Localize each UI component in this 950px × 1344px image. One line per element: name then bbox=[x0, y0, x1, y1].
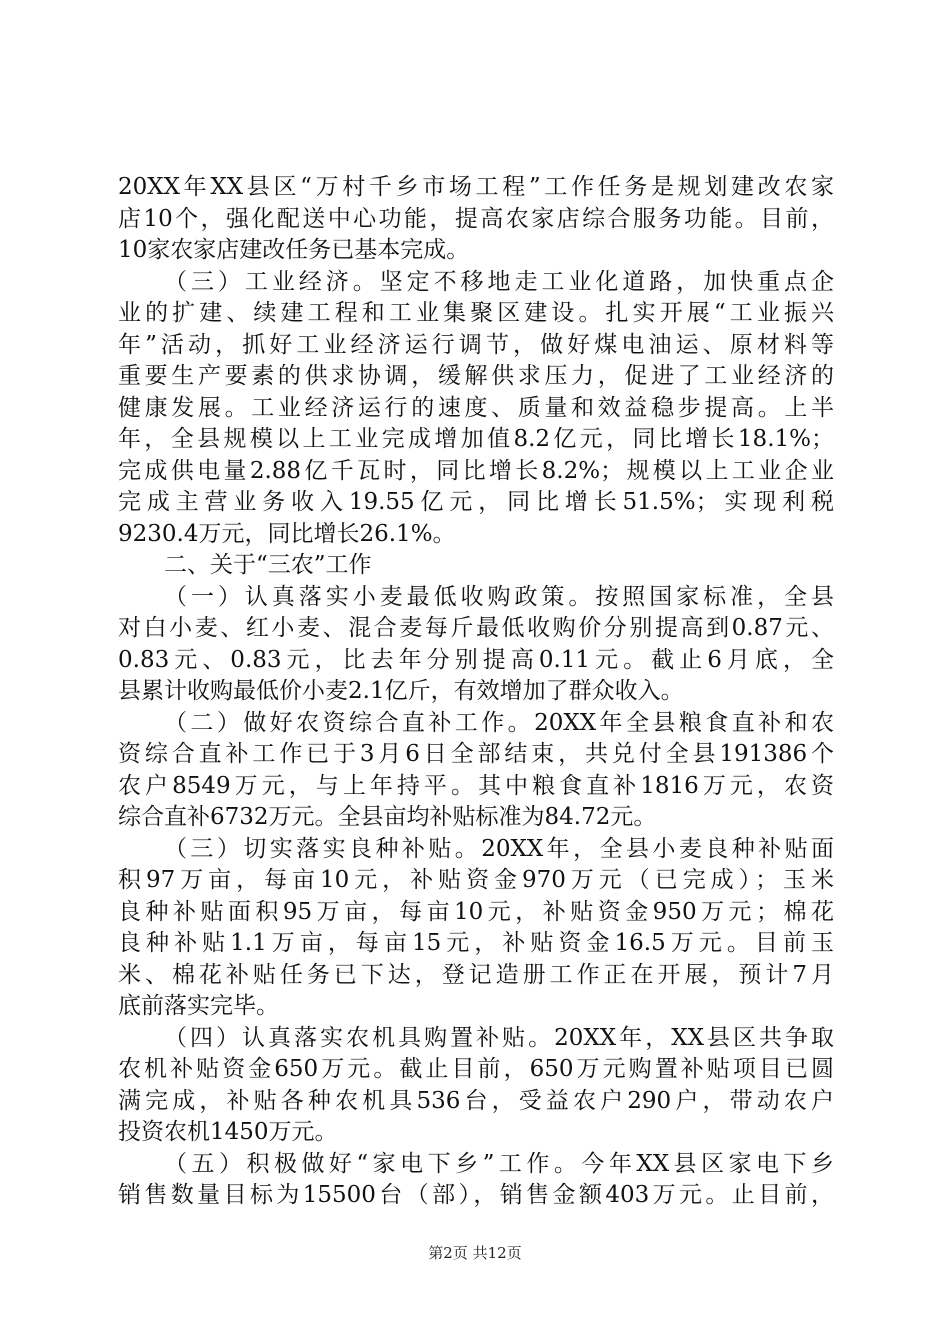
text-line: （五）积极做好“家电下乡”工作。今年XX县区家电下乡 bbox=[164, 1150, 834, 1177]
text-line: 健康发展。工业经济运行的速度、质量和效益稳步提高。上半 bbox=[118, 394, 834, 421]
text-line: 积97万亩，每亩10元，补贴资金970万元（已完成）；玉米 bbox=[118, 867, 834, 893]
text-line: （一）认真落实小麦最低收购政策。按照国家标准，全县 bbox=[164, 583, 834, 610]
text-line: 9230.4万元，同比增长26.1%。 bbox=[118, 520, 456, 547]
text-line: 10家农家店建改任务已基本完成。 bbox=[118, 237, 470, 263]
text-line: 销售数量目标为15500台（部），销售金额403万元。止目前， bbox=[118, 1182, 834, 1208]
text-line: 农户8549万元，与上年持平。其中粮食直补1816万元，农资 bbox=[118, 772, 834, 799]
text-line: 20XX年XX县区“万村千乡市场工程”工作任务是规划建改农家 bbox=[118, 174, 834, 200]
text-line: 底前落实完毕。 bbox=[118, 993, 279, 1019]
text-line: 二、关于“三农”工作 bbox=[164, 552, 372, 578]
text-line: 重要生产要素的供求协调，缓解供求压力，促进了工业经济的 bbox=[118, 363, 834, 389]
text-line: 满完成，补贴各种农机具536台，受益农户290户，带动农户 bbox=[118, 1087, 834, 1114]
text-line: 县累计收购最低价小麦2.1亿斤，有效增加了群众收入。 bbox=[118, 678, 684, 704]
text-line: 对白小麦、红小麦、混合麦每斤最低收购价分别提高到0.87元、 bbox=[118, 615, 834, 641]
text-line: 综合直补6732万元。全县亩均补贴标准为84.72元。 bbox=[118, 804, 657, 830]
text-line: 良种补贴面积95万亩，每亩10元，补贴资金950万元；棉花 bbox=[118, 898, 834, 925]
text-line: 年”活动，抓好工业经济运行调节，做好煤电油运、原材料等 bbox=[118, 331, 834, 358]
text-line: 资综合直补工作已于3月6日全部结束，共兑付全县191386个 bbox=[118, 741, 834, 767]
text-line: （二）做好农资综合直补工作。20XX年全县粮食直补和农 bbox=[164, 709, 834, 736]
text-line: 良种补贴1.1万亩，每亩15元，补贴资金16.5万元。目前玉 bbox=[118, 930, 834, 956]
text-line: （四）认真落实农机具购置补贴。20XX年，XX县区共争取 bbox=[164, 1024, 834, 1051]
text-line: 完成主营业务收入19.55亿元，同比增长51.5%；实现利税 bbox=[118, 489, 834, 515]
text-line: 农机补贴资金650万元。截止目前，650万元购置补贴项目已圆 bbox=[118, 1056, 834, 1082]
page-footer: 第2页 共12页 bbox=[428, 1244, 522, 1262]
text-line: 年，全县规模以上工业完成增加值8.2亿元，同比增长18.1%； bbox=[118, 426, 834, 452]
text-line: 米、棉花补贴任务已下达，登记造册工作正在开展，预计7月 bbox=[118, 961, 834, 988]
text-line: 投资农机1450万元。 bbox=[118, 1119, 338, 1145]
text-line: 0.83元、0.83元，比去年分别提高0.11元。截止6月底，全 bbox=[118, 646, 834, 673]
text-line: 店10个，强化配送中心功能，提高农家店综合服务功能。目前， bbox=[118, 205, 834, 232]
document-body bbox=[118, 172, 834, 1212]
text-line: （三）工业经济。坚定不移地走工业化道路，加快重点企 bbox=[164, 268, 834, 295]
text-line: 完成供电量2.88亿千瓦时，同比增长8.2%；规模以上工业企业 bbox=[118, 457, 834, 484]
text-line: （三）切实落实良种补贴。20XX年，全县小麦良种补贴面 bbox=[164, 835, 834, 862]
text-line: 业的扩建、续建工程和工业集聚区建设。扎实开展“工业振兴 bbox=[118, 300, 834, 326]
